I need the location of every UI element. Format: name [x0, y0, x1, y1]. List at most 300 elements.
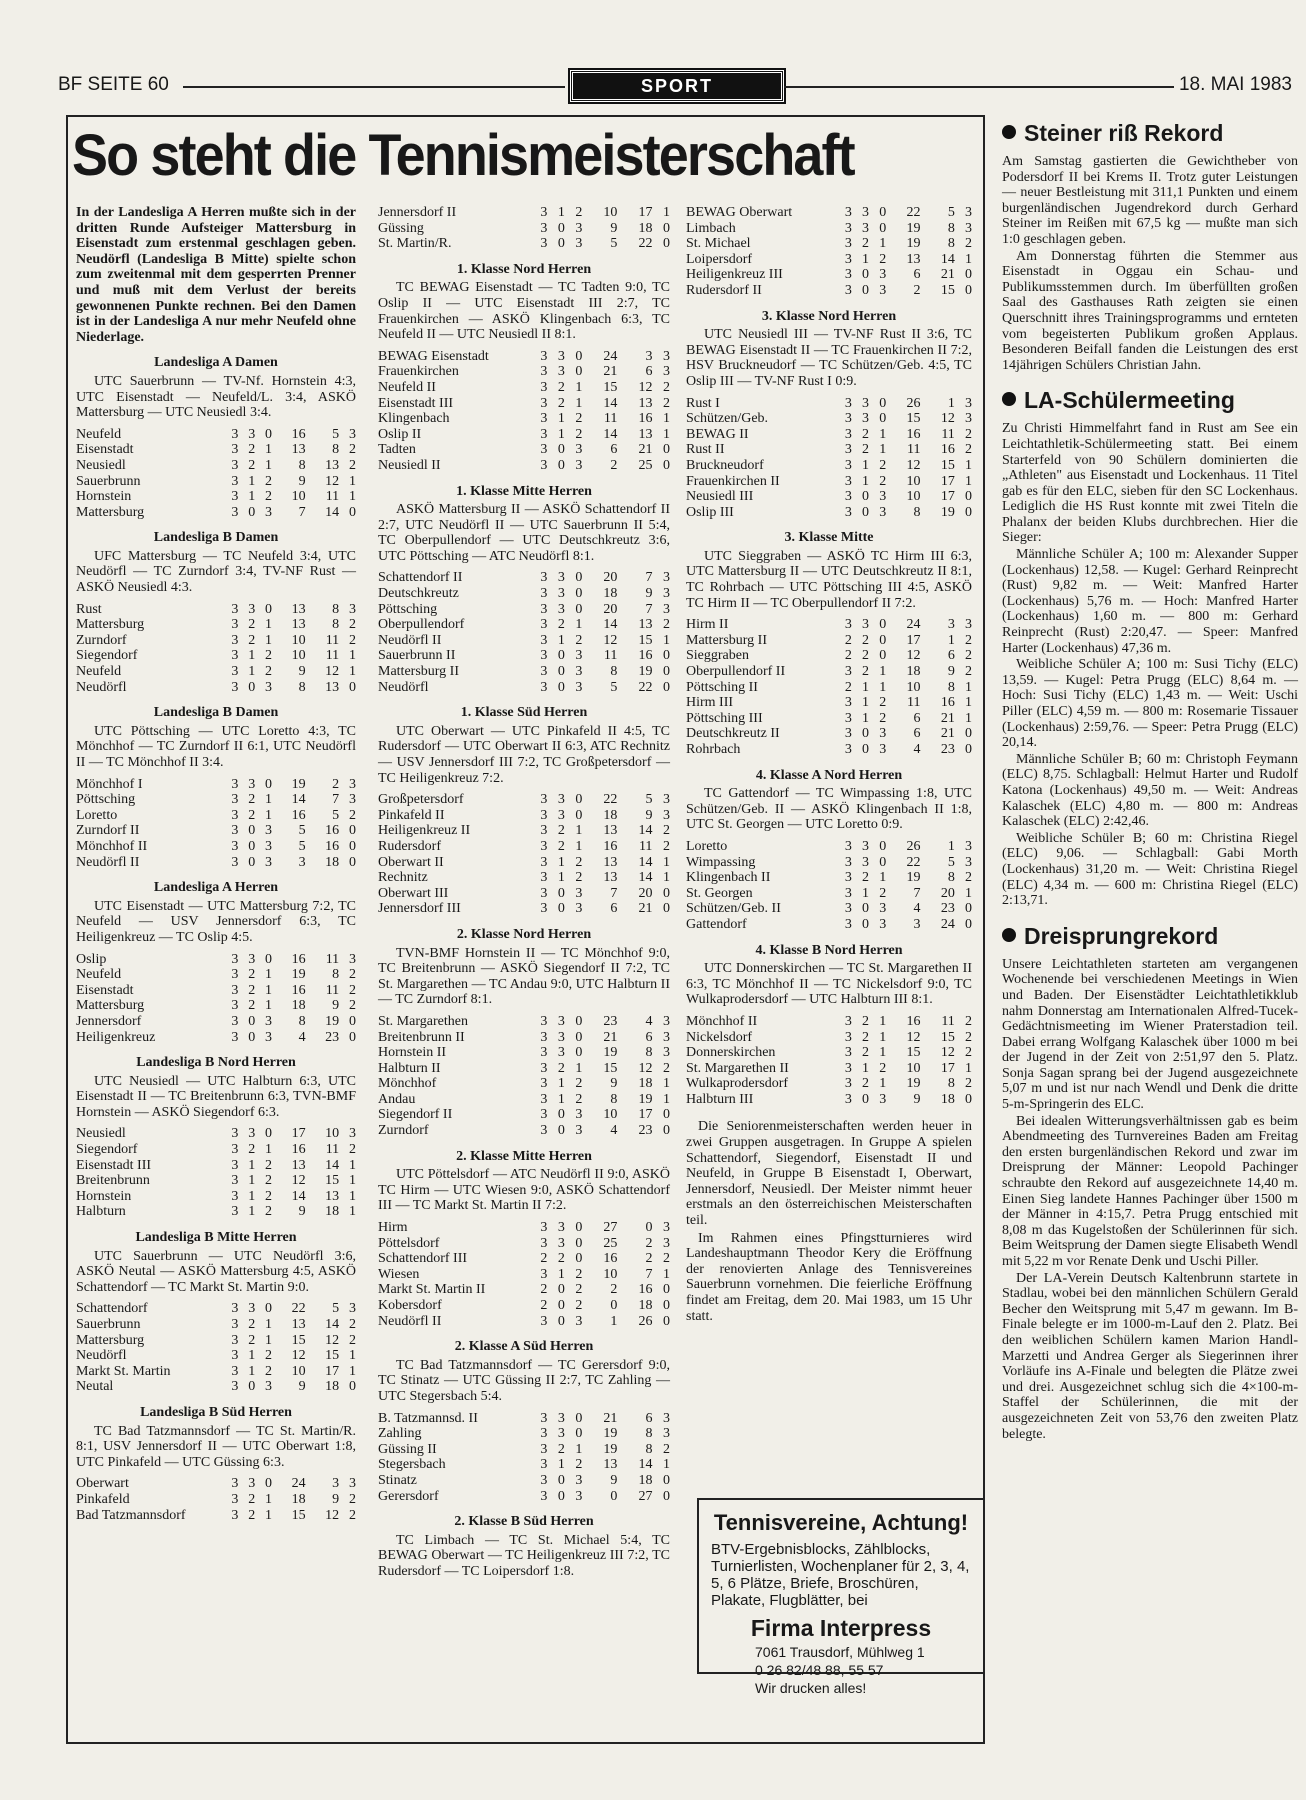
stat-cell: 0	[965, 504, 972, 520]
stat-cell: 0	[862, 742, 870, 757]
table-row	[378, 1314, 670, 1330]
stat-cell: 3	[844, 220, 852, 236]
table-row	[76, 474, 356, 490]
stat-cell: 0	[862, 1091, 870, 1107]
stat-cell: 3	[557, 792, 565, 808]
stat-cell: 0	[349, 838, 356, 854]
team-name: Heiligenkreuz	[76, 1029, 156, 1045]
stat-cell: 3	[862, 838, 870, 854]
stat-cell: 2	[844, 648, 852, 664]
stat-cell: 16	[638, 411, 653, 427]
stat-cell: 12	[325, 1332, 340, 1348]
stat-cell: 11	[603, 411, 618, 427]
stat-cell: 0	[575, 601, 583, 617]
table-row	[76, 1126, 356, 1142]
table-row	[378, 1473, 670, 1489]
standings-table	[378, 1014, 670, 1139]
league-title: 3. Klasse Nord Herren	[761, 308, 897, 324]
table-row	[686, 711, 972, 727]
table-row	[686, 1076, 972, 1092]
stat-cell: 2	[264, 648, 272, 664]
stat-cell: 1	[557, 632, 565, 648]
stat-cell: 13	[906, 251, 921, 267]
stat-cell: 2	[879, 473, 887, 489]
stat-cell: 19	[291, 776, 306, 792]
stat-cell: 0	[645, 1220, 653, 1236]
stat-cell: 13	[291, 601, 306, 617]
table-row	[686, 267, 972, 283]
stat-cell: 0	[248, 854, 256, 870]
stat-cell: 3	[663, 364, 670, 380]
heading-schuelermeeting	[1002, 387, 1298, 413]
match-results: UTC Oberwart — UTC Pinkafeld II 4:5, TC Rudersdorf — UTC Oberwart II 6:3, ATC Rechnitz — USV Jennersdorf III 7:2, TC Großpetersdorf — TC Heiligenkreuz 7:2.	[378, 723, 670, 786]
stat-cell: 3	[540, 1410, 548, 1426]
column-1	[76, 205, 356, 1527]
stat-cell: 1	[663, 1091, 670, 1107]
stat-cell: 2	[575, 205, 583, 220]
table-row	[686, 474, 972, 490]
stat-cell: 2	[862, 236, 870, 252]
stat-cell: 2	[965, 664, 972, 680]
stat-cell: 3	[540, 1472, 548, 1488]
team-name: Hornstein II	[378, 1045, 447, 1061]
stat-cell: 3	[844, 664, 852, 680]
stat-cell: 0	[862, 282, 870, 298]
heading-steiner	[1002, 120, 1298, 146]
stat-cell: 2	[663, 1060, 670, 1076]
stat-cell: 0	[248, 504, 256, 520]
team-name: Schattendorf	[76, 1301, 148, 1317]
stat-cell: 0	[575, 1235, 583, 1251]
stat-cell: 0	[862, 916, 870, 932]
table-row	[76, 967, 356, 983]
stat-cell: 19	[906, 870, 921, 886]
stat-cell: 2	[349, 998, 356, 1014]
stat-cell: 25	[603, 1235, 618, 1251]
stat-cell: 3	[844, 504, 852, 520]
stat-cell: 0	[557, 1282, 565, 1298]
team-name: Güssing	[378, 220, 424, 236]
team-name: Halbturn II	[378, 1060, 441, 1076]
stat-cell: 7	[645, 601, 653, 617]
stat-cell: 2	[862, 1013, 870, 1029]
stat-cell: 9	[645, 586, 653, 602]
stat-cell: 3	[349, 1301, 356, 1317]
stat-cell: 2	[965, 236, 972, 252]
stat-cell: 1	[264, 617, 272, 633]
section-label: SPORT	[570, 70, 784, 102]
stat-cell: 3	[844, 1091, 852, 1107]
stat-cell: 10	[603, 1107, 618, 1123]
stat-cell: 13	[603, 870, 618, 886]
stat-cell: 0	[663, 648, 670, 664]
stat-cell: 3	[332, 1476, 340, 1492]
team-name: Deutschkreutz	[378, 586, 459, 602]
standings-table	[76, 602, 356, 696]
stat-cell: 2	[645, 1251, 653, 1267]
stat-cell: 19	[940, 504, 955, 520]
stat-cell: 2	[248, 1142, 256, 1158]
stat-cell: 1	[879, 1013, 887, 1029]
stat-cell: 1	[575, 395, 583, 411]
match-results: UTC Sauerbrunn — TV-Nf. Hornstein 4:3, UTC Eisenstadt — Neufeld/L. 3:4, ASKÖ Mattersburg — UTC Neusiedl 3:4.	[76, 373, 356, 421]
stat-cell: 1	[663, 854, 670, 870]
stat-cell: 24	[603, 348, 618, 364]
stat-cell: 3	[663, 807, 670, 823]
table-row	[686, 1061, 972, 1077]
table-row	[76, 442, 356, 458]
stat-cell: 3	[844, 901, 852, 917]
stat-cell: 16	[325, 838, 340, 854]
stat-cell: 3	[231, 1379, 239, 1395]
team-name: Eisenstadt	[76, 442, 134, 458]
stat-cell: 3	[557, 1235, 565, 1251]
stat-cell: 2	[575, 1457, 583, 1473]
team-name: Loretto	[76, 807, 118, 823]
table-row	[686, 411, 972, 427]
stat-cell: 3	[540, 1107, 548, 1123]
stat-cell: 1	[248, 1204, 256, 1220]
team-name: Schattendorf II	[378, 570, 463, 586]
stat-cell: 10	[603, 205, 618, 220]
stat-cell: 23	[940, 901, 955, 917]
stat-cell: 3	[248, 1126, 256, 1142]
stat-cell: 3	[231, 664, 239, 680]
stat-cell: 3	[540, 426, 548, 442]
standings-table	[76, 952, 356, 1046]
stat-cell: 1	[248, 1188, 256, 1204]
team-name: Donnerskirchen	[686, 1045, 776, 1061]
league-title: 1. Klasse Süd Herren	[460, 705, 588, 721]
stat-cell: 10	[291, 632, 306, 648]
stat-cell: 3	[663, 1013, 670, 1029]
stat-cell: 3	[557, 1013, 565, 1029]
stat-cell: 3	[965, 854, 972, 870]
match-results: TVN-BMF Hornstein II — TC Mönchhof 9:0, TC Breitenbrunn — ASKÖ Siegendorf II 7:2, TC St. Margarethen — TC Andau 9:0, UTC Halbturn II — TC Zurndorf 8:1.	[378, 945, 670, 1008]
team-name: Pöttsching II	[686, 679, 758, 695]
stat-cell: 1	[264, 632, 272, 648]
stat-cell: 2	[844, 679, 852, 695]
table-row	[686, 855, 972, 871]
standings-table	[76, 1476, 356, 1523]
stat-cell: 3	[540, 236, 548, 252]
stat-cell: 2	[264, 489, 272, 505]
stat-cell: 0	[557, 236, 565, 252]
team-name: Hornstein	[76, 489, 132, 505]
stat-cell: 2	[965, 1029, 972, 1045]
table-row	[686, 870, 972, 886]
stat-cell: 3	[264, 823, 272, 839]
team-name: Neudörfl	[76, 679, 127, 695]
table-row	[378, 1489, 670, 1505]
ad-title: Tennisvereine, Achtung!	[713, 1510, 969, 1535]
stat-cell: 0	[965, 901, 972, 917]
team-name: Rust I	[686, 395, 720, 411]
stat-cell: 3	[575, 457, 583, 473]
stat-cell: 1	[264, 967, 272, 983]
stat-cell: 3	[844, 426, 852, 442]
table-row	[378, 602, 670, 618]
standings-table	[686, 205, 972, 299]
stat-cell: 19	[603, 1426, 618, 1442]
stat-cell: 3	[540, 901, 548, 917]
stat-cell: 17	[638, 1107, 653, 1123]
stat-cell: 2	[663, 617, 670, 633]
stat-cell: 3	[557, 570, 565, 586]
stat-cell: 3	[913, 916, 921, 932]
table-row	[378, 1298, 670, 1314]
league-title: 2. Klasse Nord Herren	[456, 926, 592, 942]
stat-cell: 19	[603, 1045, 618, 1061]
stat-cell: 3	[575, 885, 583, 901]
stat-cell: 11	[907, 695, 921, 711]
stat-cell: 20	[603, 601, 618, 617]
match-results: TC Bad Tatzmannsdorf — TC St. Martin/R. 8:1, USV Jennersdorf II — UTC Oberwart 1:8, UTC Pinkafeld — UTC Güssing 6:3.	[76, 1423, 356, 1470]
stat-cell: 2	[264, 1188, 272, 1204]
stat-cell: 21	[638, 442, 653, 458]
stat-cell: 13	[603, 1457, 618, 1473]
table-row	[378, 1123, 670, 1139]
table-row	[378, 1092, 670, 1108]
stat-cell: 3	[231, 1301, 239, 1317]
team-name: Pinkafeld II	[378, 807, 445, 823]
stat-cell: 1	[557, 854, 565, 870]
stat-cell: 3	[575, 664, 583, 680]
table-row	[378, 808, 670, 824]
stat-cell: 0	[557, 1107, 565, 1123]
stat-cell: 2	[264, 1157, 272, 1173]
table-row	[76, 505, 356, 521]
table-row	[76, 1508, 356, 1524]
stat-cell: 1	[947, 838, 955, 854]
stat-cell: 0	[349, 823, 356, 839]
stat-cell: 8	[947, 679, 955, 695]
stat-cell: 3	[965, 617, 972, 633]
stat-cell: 3	[575, 1313, 583, 1329]
stat-cell: 2	[349, 617, 356, 633]
stat-cell: 19	[906, 220, 921, 236]
table-row	[686, 695, 972, 711]
stat-cell: 19	[603, 1441, 618, 1457]
table-row	[378, 680, 670, 696]
stat-cell: 3	[862, 205, 870, 220]
stat-cell: 17	[325, 1363, 340, 1379]
stat-cell: 27	[603, 1220, 618, 1236]
league-title: 2. Klasse B Süd Herren	[454, 1514, 594, 1530]
stat-cell: 2	[349, 807, 356, 823]
stat-cell: 3	[844, 726, 852, 742]
match-results: TC Limbach — TC St. Michael 5:4, TC BEWAG Oberwart — TC Heiligenkreuz III 7:2, TC Rudersdorf — TC Loipersdorf 1:8.	[378, 1532, 670, 1579]
article-paragraph: Zu Christi Himmelfahrt fand in Rust am See ein Leichtathletik-Schülermeeting statt. Bei einem Starterfeld von 90 Schülern dominierten die „Athleten" aus Eisenstadt und Lockenhaus. 11 Titel gab es für den ELC, sieben für den SC Lockenhaus. Lediglich die HS Rust konnte mit zwei Titeln die Phalanx der beiden Klubs durchbrechen. Hier die Sieger:	[1002, 421, 1298, 546]
stat-cell: 20	[603, 570, 618, 586]
stat-cell: 18	[325, 1204, 340, 1220]
stat-cell: 21	[940, 267, 955, 283]
stat-cell: 16	[638, 1282, 653, 1298]
stat-cell: 1	[879, 1045, 887, 1061]
stat-cell: 12	[291, 1348, 306, 1364]
stat-cell: 3	[349, 1126, 356, 1142]
stat-cell: 1	[557, 1457, 565, 1473]
stat-cell: 3	[540, 442, 548, 458]
team-name: BEWAG Oberwart	[686, 205, 793, 220]
stat-cell: 3	[540, 1457, 548, 1473]
team-name: Limbach	[686, 220, 736, 236]
table-row	[76, 1364, 356, 1380]
team-name: Pöttsching III	[686, 710, 763, 726]
team-name: Neusiedl	[76, 1126, 126, 1142]
stat-cell: 22	[638, 236, 653, 252]
league-title: Landesliga B Damen	[153, 705, 279, 721]
stat-cell: 0	[264, 1476, 272, 1492]
stat-cell: 7	[645, 1266, 653, 1282]
stat-cell: 3	[231, 1029, 239, 1045]
team-name: Rudersdorf II	[686, 282, 762, 298]
stat-cell: 0	[965, 267, 972, 283]
stat-cell: 3	[540, 823, 548, 839]
stat-cell: 3	[231, 1317, 239, 1332]
stat-cell: 0	[879, 205, 887, 220]
team-name: Eisenstadt	[76, 982, 134, 998]
team-name: Jennersdorf II	[378, 205, 457, 220]
match-results: TC BEWAG Eisenstadt — TC Tadten 9:0, TC Oslip II — UTC Eisenstadt III 2:7, TC Frauenkirchen — ASKÖ Klingenbach 6:3, TC Neufeld II — UTC Neusiedl II 8:1.	[378, 280, 670, 343]
stat-cell: 17	[291, 1126, 306, 1142]
stat-cell: 3	[349, 426, 356, 442]
table-row	[378, 664, 670, 680]
stat-cell: 2	[349, 1317, 356, 1332]
team-name: Neudörfl II	[378, 1313, 442, 1329]
article-paragraph: Am Samstag gastierten die Gewichtheber von Podersdorf II bei Krems II. Trotz guter Leistungen — neuer Bestleistung mit 311,1 Punkten und einem burgenländischen Jugendrekord durch Gerhard Steiner im Reißen mit 67,5 kg — mußte man sich 1:0 geschlagen geben.	[1002, 154, 1298, 247]
stat-cell: 2	[575, 426, 583, 442]
stat-cell: 1	[879, 1029, 887, 1045]
stat-cell: 2	[349, 1491, 356, 1507]
stat-cell: 3	[540, 586, 548, 602]
stat-cell: 3	[862, 220, 870, 236]
team-name: Oberpullendorf II	[686, 664, 786, 680]
league-title: 2. Klasse Mitte Herren	[456, 1148, 592, 1164]
stat-cell: 3	[844, 742, 852, 757]
stat-cell: 1	[349, 489, 356, 505]
stat-cell: 16	[291, 951, 306, 967]
article-dreisprung	[1002, 957, 1298, 1442]
stat-cell: 1	[862, 473, 870, 489]
stat-cell: 0	[965, 489, 972, 505]
stat-cell: 2	[965, 1013, 972, 1029]
table-row	[76, 458, 356, 474]
stat-cell: 0	[663, 457, 670, 473]
team-name: Sauerbrunn	[76, 1317, 141, 1332]
stat-cell: 2	[879, 710, 887, 726]
stat-cell: 17	[940, 1060, 955, 1076]
table-row	[378, 236, 670, 252]
stat-cell: 2	[349, 967, 356, 983]
stat-cell: 3	[540, 792, 548, 808]
stat-cell: 12	[638, 379, 653, 395]
stat-cell: 0	[879, 411, 887, 427]
table-row	[686, 283, 972, 299]
table-row	[76, 998, 356, 1014]
table-row	[378, 886, 670, 902]
league-title: 2. Klasse A Süd Herren	[454, 1339, 594, 1355]
table-row	[686, 1014, 972, 1030]
stat-cell: 9	[298, 473, 306, 489]
stat-cell: 8	[645, 1441, 653, 1457]
stat-cell: 3	[231, 1142, 239, 1158]
stat-cell: 0	[575, 1251, 583, 1267]
stat-cell: 22	[603, 792, 618, 808]
stat-cell: 10	[291, 489, 306, 505]
stat-cell: 8	[610, 1091, 618, 1107]
stat-cell: 1	[879, 442, 887, 458]
team-name: Neudörfl II	[76, 854, 140, 870]
stat-cell: 1	[349, 664, 356, 680]
stat-cell: 2	[248, 998, 256, 1014]
stat-cell: 5	[298, 838, 306, 854]
match-results: UTC Sieggraben — ASKÖ TC Hirm III 6:3, UTC Mattersburg II — UTC Deutschkreutz II 8:1, TC Rohrbach — UTC Pöttsching III 4:5, ASKÖ TC Hirm II — TC Oberpullendorf II 7:2.	[686, 548, 972, 611]
stat-cell: 3	[557, 364, 565, 380]
table-row	[76, 1173, 356, 1189]
stat-cell: 2	[248, 1332, 256, 1348]
match-results: UTC Pöttelsdorf — ATC Neudörfl II 9:0, ASKÖ TC Hirm — UTC Wiesen 9:0, ASKÖ Schattendorf III — TC Markt St. Martin II 7:2.	[378, 1167, 670, 1214]
stat-cell: 1	[575, 379, 583, 395]
stat-cell: 2	[248, 792, 256, 808]
stat-cell: 13	[291, 1317, 306, 1332]
stat-cell: 3	[540, 395, 548, 411]
table-row	[76, 1333, 356, 1349]
table-row	[378, 1030, 670, 1046]
stat-cell: 3	[947, 617, 955, 633]
stat-cell: 0	[575, 1410, 583, 1426]
team-name: Neudörfl	[378, 679, 429, 695]
team-name: Andau	[378, 1091, 416, 1107]
team-name: Rohrbach	[686, 742, 741, 757]
team-name: Wulkaprodersdorf	[686, 1076, 789, 1092]
stat-cell: 14	[291, 1188, 306, 1204]
masthead-rule-left	[183, 86, 565, 88]
stat-cell: 0	[575, 1220, 583, 1236]
team-name: Schützen/Geb. II	[686, 901, 781, 917]
team-name: Pöttsching	[76, 792, 136, 808]
article-paragraph: Weibliche Schüler A; 100 m: Susi Tichy (ELC) 13,59. — Kugel: Petra Prugg (ELC) 8,64 m. — Hoch: Susi Tichy (ELC) 1,43 m. — Weit: Uschi Piller (ELC) 4,59 m. — 800 m: Rosemarie Tissauer (Lockenhaus) 2:59,76. — Speer: Petra Prugg (ELC) 20,14.	[1002, 657, 1298, 751]
stat-cell: 1	[264, 998, 272, 1014]
stat-cell: 3	[540, 601, 548, 617]
ad-slogan: Wir drucken alles!	[755, 1680, 867, 1696]
stat-cell: 3	[540, 220, 548, 236]
stat-cell: 0	[264, 601, 272, 617]
stat-cell: 1	[349, 1188, 356, 1204]
team-name: Heiligenkreuz III	[686, 267, 783, 283]
league-title: Landesliga B Süd Herren	[140, 1404, 292, 1420]
stat-cell: 3	[231, 632, 239, 648]
stat-cell: 1	[862, 695, 870, 711]
stat-cell: 4	[645, 1013, 653, 1029]
stat-cell: 22	[906, 854, 921, 870]
stat-cell: 2	[862, 870, 870, 886]
stat-cell: 21	[940, 726, 955, 742]
stat-cell: 1	[575, 1441, 583, 1457]
stat-cell: 11	[638, 838, 653, 854]
stat-cell: 3	[844, 473, 852, 489]
stat-cell: 1	[557, 411, 565, 427]
stat-cell: 18	[603, 807, 618, 823]
league-title: Landesliga B Mitte Herren	[135, 1230, 297, 1246]
league-title: Landesliga A Herren	[153, 880, 279, 896]
stat-cell: 2	[264, 473, 272, 489]
stat-cell: 1	[349, 648, 356, 664]
stat-cell: 1	[663, 1266, 670, 1282]
stat-cell: 15	[906, 1045, 921, 1061]
team-name: Deutschkreutz II	[686, 726, 780, 742]
standings-table	[378, 205, 670, 252]
